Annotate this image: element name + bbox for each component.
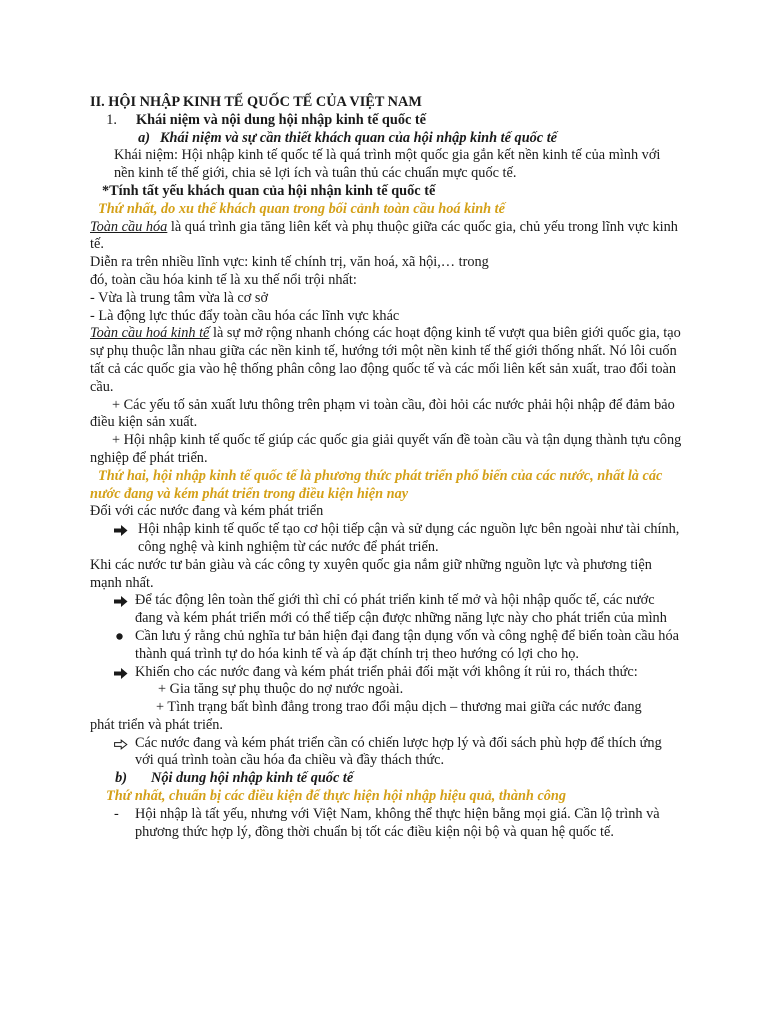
subsection-b-title xyxy=(90,770,682,788)
document-body xyxy=(90,94,682,841)
economic-globalization-definition: là sự mở rộng nhanh chóng các hoạt động kinh tế vượt qua biên giới quốc gia, tạo sự phụ thuộc lẫn nhau giữa các nền kinh tế, hướng tới một nền kinh tế thế giới thống nhất. Nó lôi cuốn tất cả các quốc gia vào hệ thống phân công lao động quốc tế và các mối liên kết sản xuất, trao đổi toàn cầu. xyxy=(90,325,681,395)
globalization-definition: là quá trình gia tăng liên kết và phụ thuộc giữa các quốc gia, chủ yếu trong lĩnh vực kinh tế. xyxy=(90,218,678,253)
bullet-dot-icon xyxy=(90,628,135,640)
rich-countries-paragraph: Khi các nước tư bản giàu và các công ty xuyên quốc gia nắm giữ những nguồn lực và phương tiện mạnh nhất. xyxy=(90,556,652,591)
first-condition-heading: Thứ nhất, chuẩn bị các điều kiện để thực hiện hội nhập hiệu quả, thành công xyxy=(106,788,567,805)
arrow-item-3-text: Khiến cho các nước đang và kém phát triển phải đối mặt với không ít rủi ro, thách thức: xyxy=(135,663,638,680)
dash-item-1: - Vừa là trung tâm vừa là cơ sở xyxy=(90,289,269,306)
first-reason-heading: Thứ nhất, do xu thế khách quan trong bối cảnh toàn cầu hoá kinh tế xyxy=(98,200,506,217)
dash-item-last-text: Hội nhập là tất yếu, nhưng với Việt Nam, không thể thực hiện bằng mọi giá. Cần lộ trình và phương thức hợp lý, đồng thời chuẩn bị tốt các điều kiện nội bộ và quan hệ quốc tế. xyxy=(135,805,660,840)
right-arrow-icon xyxy=(90,664,135,679)
section-1-title xyxy=(90,112,682,130)
subsection-a-marker: a) xyxy=(138,129,150,146)
section-1-text: Khái niệm và nội dung hội nhập kinh tế quốc tế xyxy=(136,111,426,128)
globalization-paragraph xyxy=(90,219,682,255)
hollow-right-arrow-icon xyxy=(90,735,135,750)
arrow-item-1 xyxy=(90,521,682,557)
subsection-a-text: Khái niệm và sự cần thiết khách quan của hội nhập kinh tế quốc tế xyxy=(160,129,558,146)
section-heading: II. HỘI NHẬP KINH TẾ QUỐC TẾ CỦA VIỆT NAM xyxy=(90,94,422,110)
dash-item-2: - Là động lực thúc đẩy toàn cầu hóa các lĩnh vực khác xyxy=(90,307,400,324)
arrow-item-1-text: Hội nhập kinh tế quốc tế tạo cơ hội tiếp cận và sử dụng các nguồn lực bên ngoài như tài chính, công nghệ và kinh nghiệm từ các nước để phát triển. xyxy=(138,521,680,555)
developing-countries-intro: Đối với các nước đang và kém phát triển xyxy=(90,503,324,520)
arrow-item-2-text: Để tác động lên toàn thế giới thì chỉ có phát triển kinh tế mở và hội nhập quốc tế, các nước đang và kém phát triển mới có thể tiếp cận được những năng lực này cho phát triển của mình xyxy=(135,592,667,627)
plus-item-1: + Các yếu tố sản xuất lưu thông trên phạm vi toàn cầu, đòi hỏi các nước phải hội nhập để đảm bảo điều kiện sản xuất. xyxy=(90,396,675,431)
plus-item-3: + Gia tăng sự phụ thuộc do nợ nước ngoài. xyxy=(158,681,404,698)
right-arrow-icon xyxy=(90,521,138,536)
objective-heading: *Tính tất yếu khách quan của hội nhận kinh tế quốc tế xyxy=(102,182,436,199)
definition-paragraph: Khái niệm: Hội nhập kinh tế quốc tế là quá trình một quốc gia gắn kết nền kinh tế của mình với nền kinh tế thế giới, chia sẻ lợi ích và tuân thủ các chuẩn mực quốc tế. xyxy=(114,147,661,182)
plus-item-2: + Hội nhập kinh tế quốc tế giúp các quốc gia giải quyết vấn đề toàn cầu và tận dụng thành tựu công nghiệp để phát triển. xyxy=(90,432,682,466)
section-1-number: 1. xyxy=(106,111,117,128)
plus-item-4-line-1: + Tình trạng bất bình đẳng trong trao đổi mậu dịch – thương mai giữa các nước đang xyxy=(156,699,642,716)
arrow-item-2 xyxy=(90,592,682,628)
economic-globalization-term: Toàn cầu hoá kinh tế xyxy=(90,325,210,342)
economic-globalization-paragraph xyxy=(90,325,682,396)
dash-item-last-marker: - xyxy=(114,805,119,822)
right-arrow-icon xyxy=(90,592,135,607)
fields-line-1: Diễn ra trên nhiều lĩnh vực: kinh tế chính trị, văn hoá, xã hội,… trong xyxy=(90,254,489,271)
globalization-term: Toàn cầu hóa xyxy=(90,218,168,235)
subsection-b-text: Nội dung hội nhập kinh tế quốc tế xyxy=(151,770,354,787)
subsection-a-title xyxy=(90,130,682,148)
dash-item-last xyxy=(90,806,682,842)
second-reason-heading: Thứ hai, hội nhập kinh tế quốc tế là phương thức phát triển phổ biến của các nước, nhất là các nước đang và kém phát triển trong điều kiện hiện nay xyxy=(90,467,663,502)
bullet-item-1-text: Cần lưu ý rằng chủ nghĩa tư bản hiện đại đang tận dụng vốn và công nghệ để biến toàn cầu hóa thành quá trình tự do hóa kinh tế và áp đặt chính trị theo hướng có lợi cho họ. xyxy=(135,627,679,662)
subsection-b-marker: b) xyxy=(115,770,127,787)
arrow-item-3 xyxy=(90,664,682,682)
bullet-item-1 xyxy=(90,628,682,664)
hollow-arrow-item-1-text: Các nước đang và kém phát triển cần có chiến lược hợp lý và đối sách phù hợp để thích ứng với quá trình toàn cầu hóa đa chiều và đầy thách thức. xyxy=(135,734,662,769)
fields-line-2: đó, toàn cầu hóa kinh tế là xu thế nổi trội nhất: xyxy=(90,271,357,288)
plus-item-4-line-2: phát triển và phát triển. xyxy=(90,716,223,733)
hollow-arrow-item-1 xyxy=(90,735,682,771)
